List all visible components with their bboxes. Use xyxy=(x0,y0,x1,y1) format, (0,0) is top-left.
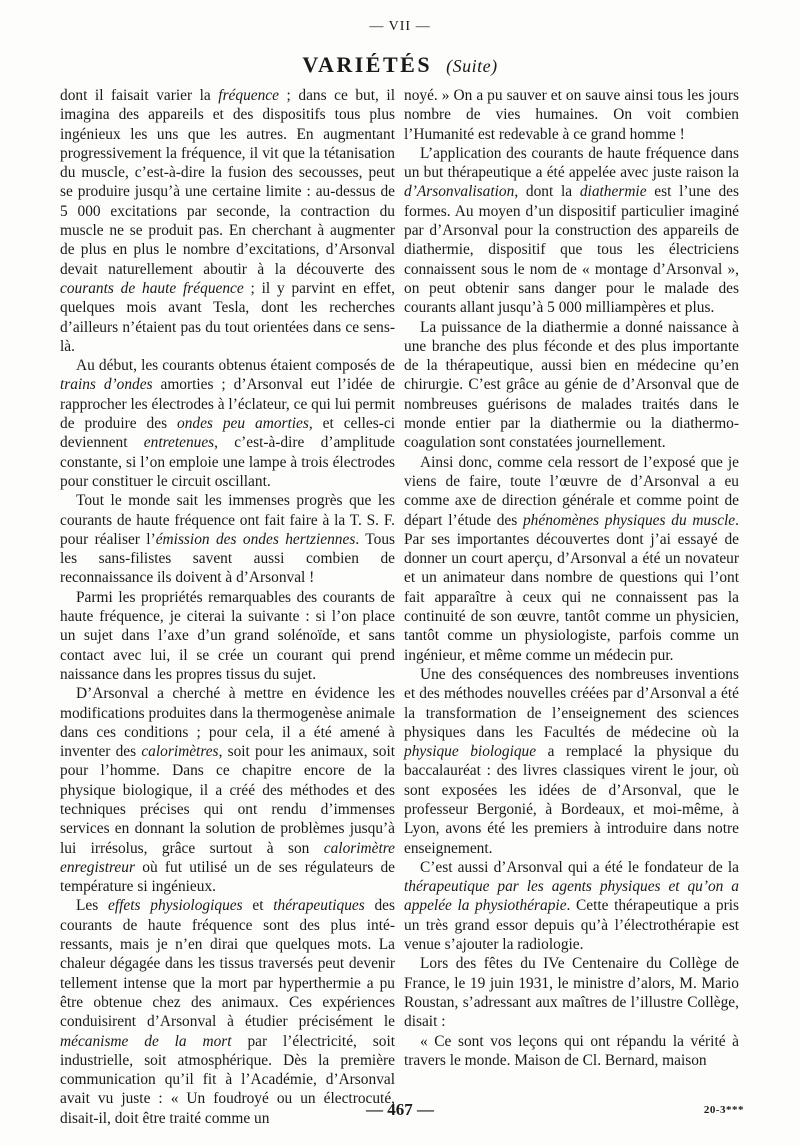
text-run: noyé. » On a pu sauver et on sauve ainsi tous les jours nombre de vies humaines. On voit combien l’Humanité est redevable à ce grand homme ! xyxy=(404,87,739,143)
italic-term: mécanisme de la mort xyxy=(60,1032,232,1050)
text-run: Lors des fêtes du IVe Centenaire du Collège de France, le 19 juin 1931, le ministre d’alors, M. Mario Roustan, s’adressant aux maîtres de l’illustre Collège, disait : xyxy=(404,955,739,1031)
text-run: . Cette thérapeutique a pris un très grand essor depuis qu’à l’électrothérapie est venue s’ajouter la radiologie. xyxy=(404,897,739,954)
italic-term: effets physiologiques xyxy=(108,897,243,915)
text-run: ; il y parvint en effet, quelques mois avant Tesla, dont les recherches d’ailleurs n’étaient pas du tout orientées dans ce sens-là. xyxy=(60,279,395,355)
italic-term: trains d’ondes xyxy=(60,376,153,394)
text-run: Ainsi donc, comme cela ressort de l’exposé que je viens de faire, toute l’œuvre de d’Arsonval a eu comme axe de direction générale et comme point de départ l’étude des xyxy=(404,453,739,529)
text-run: est l’une des formes. Au moyen d’un dispositif particulier imaginé par d’Arsonval pour la construction des appareils de diathermie, dispositif que tous les électriciens connaissent sous le nom de « montage d’Arsonval », on peut obtenir sans danger pour le malade des courants allant jusqu’à 5 000 milliampères et plus. xyxy=(404,183,739,317)
right-column xyxy=(404,86,739,1070)
paragraph xyxy=(404,665,739,858)
text-run: , soit pour les animaux, soit pour l’homme. Dans ce chapitre encore de la physique biologique, il a créé des méthodes et des techniques précises qui ont rendu d’immenses services en donnant la solution de problèmes jusqu’à lui irrésolus, grâce surtout à son xyxy=(60,743,395,857)
paragraph xyxy=(404,144,739,318)
text-run: D’Arsonval a cherché à mettre en évidence les modifications produites dans la thermogenèse animale dans ces conditions ; pour cela, il a été amené à inventer des xyxy=(60,685,395,761)
italic-term: physique biologique xyxy=(404,743,537,761)
paragraph xyxy=(60,588,395,684)
italic-term: courants de haute fréquence xyxy=(60,279,244,297)
text-run: Parmi les propriétés remarquables des courants de haute fréquence, je citerai la suivante : si l’on place un sujet dans l’axe d’un grand solénoïde, et sans contact avec lui, il se crée un courant qui prend naissance dans les propres tissus du sujet. xyxy=(60,588,395,683)
text-run: par l’électricité, soit industrielle, soit atmosphérique. Dès la première communication qu’il fit à l’Académie, d’Arsonval avait vu juste : « Un foudroyé ou un électrocuté, disait-il, doit être traité comme un xyxy=(60,1032,395,1127)
text-run: La puissance de la diathermie a donné naissance à une branche des plus féconde et des plus importante de la thérapeutique, aussi bien en médecine qu’en chirurgie. C’est grâce au génie de d’Arsonval que de nombreuses guérisons de malades traités dans le monde entier par la diathermie ou la diathermo-coagulation sont constatées journellement. xyxy=(404,318,739,452)
italic-term: thérapeutique par les agents physiques et qu’on a appelée la physiothérapie xyxy=(404,878,739,915)
text-run: , dont la xyxy=(514,183,580,201)
text-run: dont il faisait varier la xyxy=(60,87,219,104)
paragraph xyxy=(404,318,739,453)
text-run: Les xyxy=(76,897,108,915)
section-title: VARIÉTÉS xyxy=(302,52,433,77)
paragraph xyxy=(60,896,395,1128)
page-header-number: — VII — xyxy=(369,19,431,34)
text-run: . Tous les sans-filistes savent aussi combien de reconnaissance ils doivent à d’Arsonval ! xyxy=(60,530,396,587)
text-run: C’est aussi d’Arsonval qui a été le fondateur de la xyxy=(420,858,739,876)
paragraph xyxy=(60,356,395,491)
text-run: , c’est-à-dire d’amplitude constante, si l’on emploie une lampe à trois électrodes pour constituer le circuit oscillant. xyxy=(60,434,395,490)
italic-term: ondes peu amorties xyxy=(177,415,309,433)
italic-term: diathermie xyxy=(579,183,647,201)
paragraph xyxy=(404,86,739,144)
section-header xyxy=(0,52,800,78)
printer-signature-code: 20-3*** xyxy=(703,1104,744,1116)
italic-term: thérapeutiques xyxy=(273,897,365,915)
paragraph xyxy=(60,684,395,896)
page-footer-number: — 467 — xyxy=(366,1100,434,1119)
paragraph xyxy=(404,453,739,665)
italic-term: fréquence xyxy=(218,87,279,104)
text-run: et xyxy=(242,897,274,915)
text-run: L’application des courants de haute fréquence dans un but thérapeutique a été appelée avec juste raison la xyxy=(404,144,739,182)
italic-term: phénomènes physiques du muscle xyxy=(522,511,736,529)
text-run: où fut utilisé un de ses régulateurs de température si ingénieux. xyxy=(60,858,395,896)
paragraph xyxy=(404,1032,739,1071)
text-run: , et celles-ci deviennent xyxy=(60,415,395,452)
text-run: amorties ; d’Arsonval eut l’idée de rapprocher les électrodes à l’éclateur, ce qui lui permit de produire des xyxy=(60,376,395,433)
text-run: a remplacé la physique du baccalauréat : des livres classiques virent le jour, où sont exposées les idées de d’Arsonval, que le professeur Bergonié, à Bordeaux, et moi-même, à Lyon, avons été les premiers à introduire dans notre enseignement. xyxy=(404,743,739,857)
text-run: des courants de haute fréquence sont des plus intéressants, mais je n’en dirai que quelques mots. La chaleur dégagée dans les tissus traversés peut devenir tellement intense que la mort par hyperthermie a pu être obtenue chez des animaux. Ces expériences conduisirent d’Arsonval à étudier précisément le xyxy=(60,897,395,1031)
italic-term: entretenues xyxy=(143,434,215,452)
italic-term: calorimètres xyxy=(141,743,219,761)
text-run: Une des conséquences des nombreuses inventions et des méthodes nouvelles créées par d’Arsonval a été la transformation de l’enseignement des sciences physiques dans les Facultés de médecine où la xyxy=(404,665,739,741)
italic-term: émission des ondes hertziennes xyxy=(155,530,356,548)
text-run: Au début, les courants obtenus étaient composés de xyxy=(76,357,395,375)
text-run: ; dans ce but, il imagina des appareils et des dispositifs tous plus ingénieux les uns que les autres. En augmentant progressivement la fréquence, il vit que la tétanisation du muscle, c’est-à-dire la fusion des secousses, peut se produire jusqu’à une certaine limite : au-dessus de 5 000 excitations par seconde, la contraction du muscle ne se produit pas. En cherchant à augmenter de plus en plus le nombre d’excitations, d’Arsonval devait naturellement aboutir à la découverte des xyxy=(60,87,395,278)
paragraph xyxy=(404,858,739,954)
italic-term: calorimètre enregistreur xyxy=(60,839,395,876)
left-column xyxy=(60,86,395,1128)
paragraph xyxy=(404,954,739,1031)
text-run: « Ce sont vos leçons qui ont répandu la vérité à travers le monde. Maison de Cl. Bernard, maison xyxy=(404,1032,739,1069)
paragraph xyxy=(60,86,395,356)
italic-term: d’Arsonvalisation xyxy=(404,183,515,201)
text-run: . Par ses importantes découvertes dont j’ai essayé de donner un court aperçu, d’Arsonval a été un novateur et un animateur dans nombre de questions qui l’ont fait apparaître à ceux qui ne connaissent pas la continuité de son œuvre, tantôt comme un physicien, tantôt comme un physiologiste, parfois comme un ingénieur, et même comme un médecin pur. xyxy=(404,511,739,664)
section-subtitle: (Suite) xyxy=(446,56,498,76)
text-run: Tout le monde sait les immenses progrès que les courants de haute fréquence ont fait faire à la T. S. F. pour réaliser l’ xyxy=(60,492,395,548)
paragraph xyxy=(60,491,395,587)
